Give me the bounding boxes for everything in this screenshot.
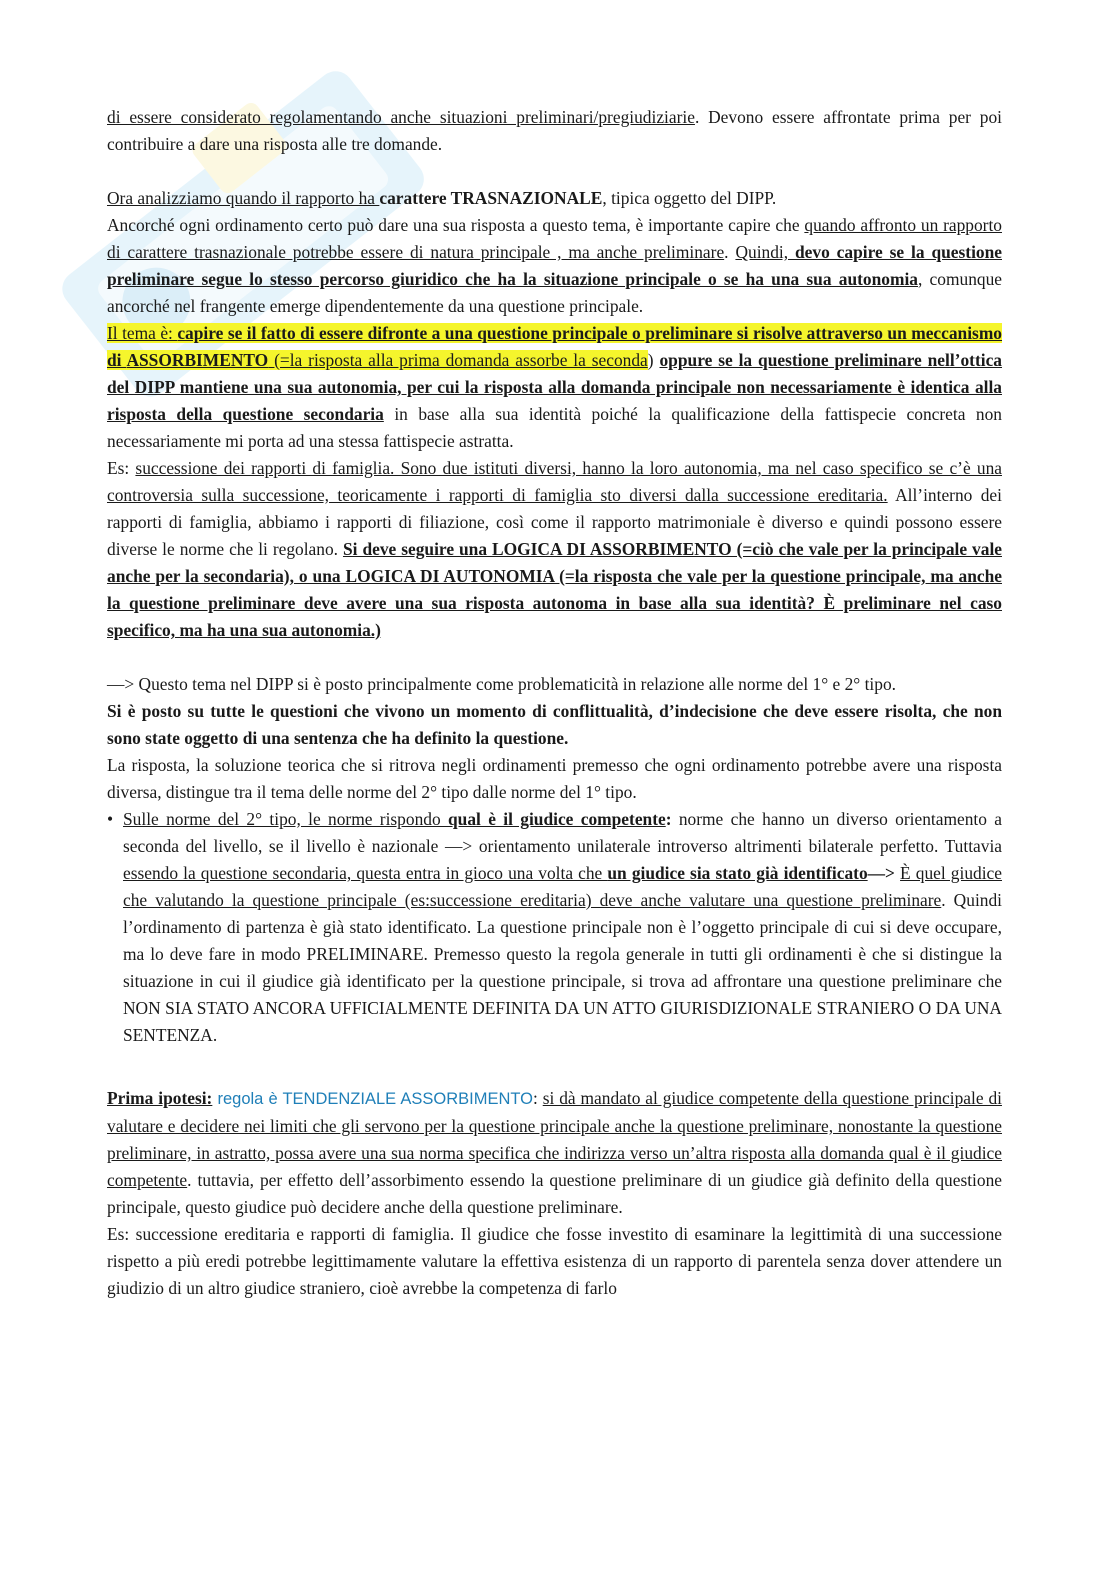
paragraph-example-succession: Es: successione ereditaria e rapporti di famiglia. Il giudice che fosse investito di esaminare la legittimità di una successione rispetto a più eredi potrebbe legittimamente valutare la effettiva esistenza di un rapporto di parentela senza dover attendere un giudizio di un altro giudice straniero, cioè avrebbe la competenza di farlo [107,1224,1002,1298]
paragraph-dipp-theme: —> Questo tema nel DIPP si è posto principalmente come problematicità in relazione alle norme del 1° e 2° tipo. [107,674,897,694]
paragraph-transnational: Ora analizziamo quando il rapporto ha carattere TRASNAZIONALE, tipica oggetto del DIPP. [107,188,777,208]
list-item-second-type-norms: • Sulle norme del 2° tipo, le norme rispondo qual è il giudice competente: norme che hanno un diverso orientamento a seconda del livello, se il livello è nazionale —> orientamento unilaterale introverso altrimenti bilaterale perfetto. Tuttavia essendo la questione secondaria, questa entra in gioco una volta che un giudice sia stato già identificato—> È quel giudice che valutando la questione principale (es:successione ereditaria) deve anche valutare una questione preliminare. Quindi l’ordinamento di partenza è già stato identificato. La questione principale non è l’oggetto principale di cui si deve occupare, ma lo deve fare in modo PRELIMINARE. Premesso questo la regola generale in tutti gli ordinamenti è che si distingue la situazione in cui il giudice già identificato per la questione principale, si trova ad affrontare una questione preliminare che NON SIA STATO ANCORA UFFICIALMENTE DEFINITA DA UN ATTO GIURISDIZIONALE STRANIERO O DA UNA SENTENZA. [107,806,1002,1049]
paragraph-theoretical-solution: La risposta, la soluzione teorica che si ritrova negli ordinamenti premesso che ogni ordinamento potrebbe avere una risposta diversa, distingue tra il tema delle norme del 2° tipo dalle norme del 1° tipo. [107,755,1002,802]
paragraph-conflict: Si è posto su tutte le questioni che vivono un momento di conflittualità, d’indecisione che deve essere risolta, che non sono state oggetto di una sentenza che ha definito la questione. [107,701,1002,748]
section-heading: Prima ipotesi: [107,1088,213,1108]
underlined-text: di essere considerato regolamentando anche situazioni preliminari/pregiudiziarie [107,107,695,127]
paragraph-highlighted-theme: Il tema è: capire se il fatto di essere difronte a una questione principale o preliminare si risolve attraverso un meccanismo di ASSORBIMENTO (=la risposta alla prima domanda assorbe la seconda) oppure se la questione preliminare nell’ottica del DIPP mantiene una sua autonomia, per cui la risposta alla domanda principale non necessariamente è identica alla risposta della questione secondaria in base alla sua identità poiché la qualificazione della fattispecie concreta non necessariamente mi porta ad una stessa fattispecie astratta. [107,323,1003,451]
paragraph-intro: di essere considerato regolamentando anche situazioni preliminari/pregiudiziarie. Devono essere affrontate prima per poi contribuire a dare una risposta alle tre domande. [107,107,1002,154]
bold-term: carattere TRASNAZIONALE [379,188,603,208]
paragraph-preliminary-question: Ancorché ogni ordinamento certo può dare una sua risposta a questo tema, è importante capire che quando affronto un rapporto di carattere trasnazionale potrebbe essere di natura principale , ma anche preliminare. Quindi, devo capire se la questione preliminare segue lo stesso percorso giuridico che ha la situazione principale o se ha una sua autonomia, comunque ancorché nel frangente emerge dipendentemente da una questione principale. [107,215,1002,316]
paragraph-first-hypothesis: Prima ipotesi: regola è TENDENZIALE ASSORBIMENTO: si dà mandato al giudice competente della questione principale di valutare e decidere nei limiti che gli servono per la questione principale anche la questione preliminare, nonostante la questione preliminare, in astratto, possa avere una sua norma specifica che indirizza verso un’altra risposta alla domanda qual è il giudice competente. tuttavia, per effetto dell’assorbimento essendo la questione preliminare di un giudice già definito della questione principale, questo giudice può decidere anche della questione preliminare. [107,1088,1002,1217]
bullet-icon: • [107,809,114,829]
paragraph-example-family: Es: successione dei rapporti di famiglia. Sono due istituti diversi, hanno la loro autonomia, ma nel caso specifico se c’è una controversia sulla successione, teoricamente i rapporti di famiglia sto diversi dalla successione ereditaria. All’interno dei rapporti di famiglia, abbiamo i rapporti di filiazione, così come il rapporto matrimoniale è diverso e quindi possono essere diverse le norme che li regolano. Si deve seguire una LOGICA DI ASSORBIMENTO (=ciò che vale per la principale vale anche per la secondaria), o una LOGICA DI AUTONOMIA (=la risposta che vale per la questione principale, ma anche la questione preliminare deve avere una sua risposta autonoma in base alla sua identità? È preliminare nel caso specifico, ma ha una sua autonomia.) [107,458,1002,640]
document-page [107,104,1002,1302]
